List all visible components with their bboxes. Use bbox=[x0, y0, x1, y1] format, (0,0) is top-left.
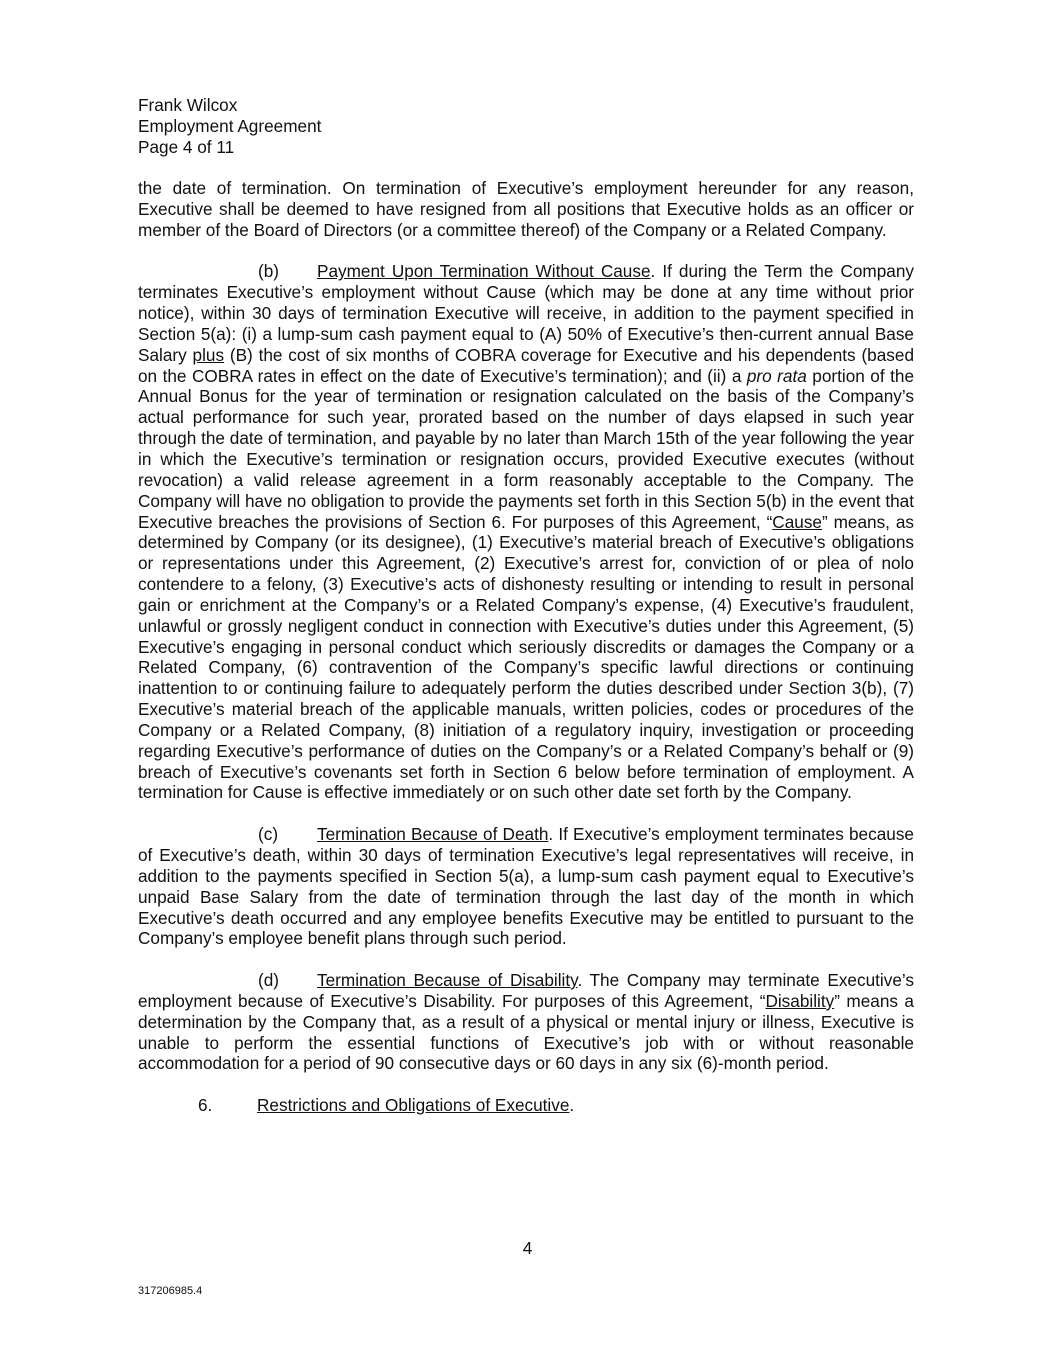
running-header bbox=[138, 95, 321, 158]
section-5b-text-1: . If during the Term the Company terminates Executive’s employment without Cause (which may be done at any time without prior notice), within 30 days of termination Executive will receive, in addition to the payment specified in Section 5(a): (i) a lump-sum cash payment equal to (A) 50% of Executive’s then-current annual Base Salary bbox=[138, 261, 915, 365]
section-5c-heading: Termination Because of Death bbox=[317, 824, 549, 845]
section-6-number: 6. bbox=[198, 1095, 213, 1116]
section-5d-text-2: ” means a determination by the Company that, as a result of a physical or mental injury or illness, Executive is unable to perform the essential functions of Executive’s job with or without reasonable accommodation for a period of 90 consecutive days or 60 days in any six (6)-month period. bbox=[138, 990, 914, 1074]
section-5b-text-3: portion of the Annual Bonus for the year of termination or resignation calculated on the basis of the Company’s actual performance for such year, prorated based on the number of days elapsed in such year through the date of termination, and payable by no later than March 15th of the year following the year in which the Executive’s termination or resignation occurs, provided Executive executes (without revocation) a valid release agreement in a form reasonably acceptable to the Company. The Company will have no obligation to provide the payments set forth in this Section 5(b) in the event that Executive breaches the provisions of Section 6. For purposes of this Agreement, “ bbox=[138, 365, 914, 532]
section-5b-text-4: ” means, as determined by Company (or its designee), (1) Executive’s material breach of Executive’s obligations or representations under this Agreement, (2) Executive’s arrest for, conviction of or plea of nolo contendere to a felony, (3) Executive’s acts of dishonesty resulting or intending to result in personal gain or enrichment at the Company’s or a Related Company’s expense, (4) Executive’s fraudulent, unlawful or grossly negligent conduct in connection with Executive’s duties under this Agreement, (5) Executive’s engaging in personal conduct which seriously discredits or damages the Company or a Related Company, (6) contravention of the Company’s specific lawful directions or continuing inattention to or continuing failure to adequately perform the duties described under Section 3(b), (7) Executive’s material breach of the applicable manuals, written policies, codes or procedures of the Company or a Related Company, (8) initiation of a regulatory inquiry, investigation or proceeding regarding Executive’s performance of duties on the Company’s or a Related Company’s behalf or (9) breach of Executive’s covenants set forth in Section 6 below before termination of employment. A termination for Cause is effective immediately or on such other date set forth by the Company. bbox=[138, 511, 914, 803]
paragraph-section-5b bbox=[138, 261, 914, 803]
paragraph-section-5d bbox=[138, 970, 914, 1074]
section-5d-label: (d) bbox=[258, 970, 280, 991]
header-name: Frank Wilcox bbox=[138, 95, 238, 115]
section-6-period: . bbox=[569, 1095, 575, 1116]
section-5b-text-2: (B) the cost of six months of COBRA coverage for Executive and his dependents (based on the COBRA rates in effect on the date of Executive’s termination); and (ii) a bbox=[138, 344, 914, 386]
plus-term: plus bbox=[192, 344, 225, 365]
header-doc-title: Employment Agreement bbox=[138, 115, 322, 136]
section-5b-heading: Payment Upon Termination Without Cause bbox=[317, 261, 651, 282]
header-page-label: Page 4 of 11 bbox=[138, 136, 235, 157]
cause-defined-term: Cause bbox=[772, 511, 822, 532]
section-5b-label: (b) bbox=[258, 261, 280, 282]
section-5d-heading: Termination Because of Disability bbox=[317, 970, 578, 991]
section-6-heading: Restrictions and Obligations of Executive bbox=[257, 1095, 570, 1116]
pro-rata-term: pro rata bbox=[746, 365, 807, 386]
section-5c-label: (c) bbox=[258, 824, 279, 845]
section-5d-text-1: . The Company may terminate Executive’s employment because of Executive’s Disability. For purposes of this Agreement, “ bbox=[138, 970, 914, 1011]
document-id: 317206985.4 bbox=[138, 1285, 203, 1297]
section-5c-text: . If Executive’s employment terminates because of Executive’s death, within 30 days of termination Executive’s legal representatives will receive, in addition to the payments specified in Section 5(a), a lump-sum cash payment equal to Executive’s unpaid Base Salary from the date of termination through the last day of the month in which Executive’s death occurred and any employee benefits Executive may be entitled to pursuant to the Company’s employee benefit plans through such period. bbox=[138, 824, 914, 949]
page-number: 4 bbox=[522, 1238, 533, 1258]
section-6-heading-line bbox=[138, 1095, 914, 1116]
disability-defined-term: Disability bbox=[765, 990, 835, 1011]
document-body bbox=[138, 178, 914, 1116]
paragraph-section-5c bbox=[138, 824, 914, 949]
paragraph-intro: the date of termination. On termination of Executive’s employment hereunder for any reason, Executive shall be deemed to have resigned from all positions that Executive holds as an officer or member of the Board of Directors (or a committee thereof) of the Company or a Related Company. bbox=[138, 178, 914, 240]
